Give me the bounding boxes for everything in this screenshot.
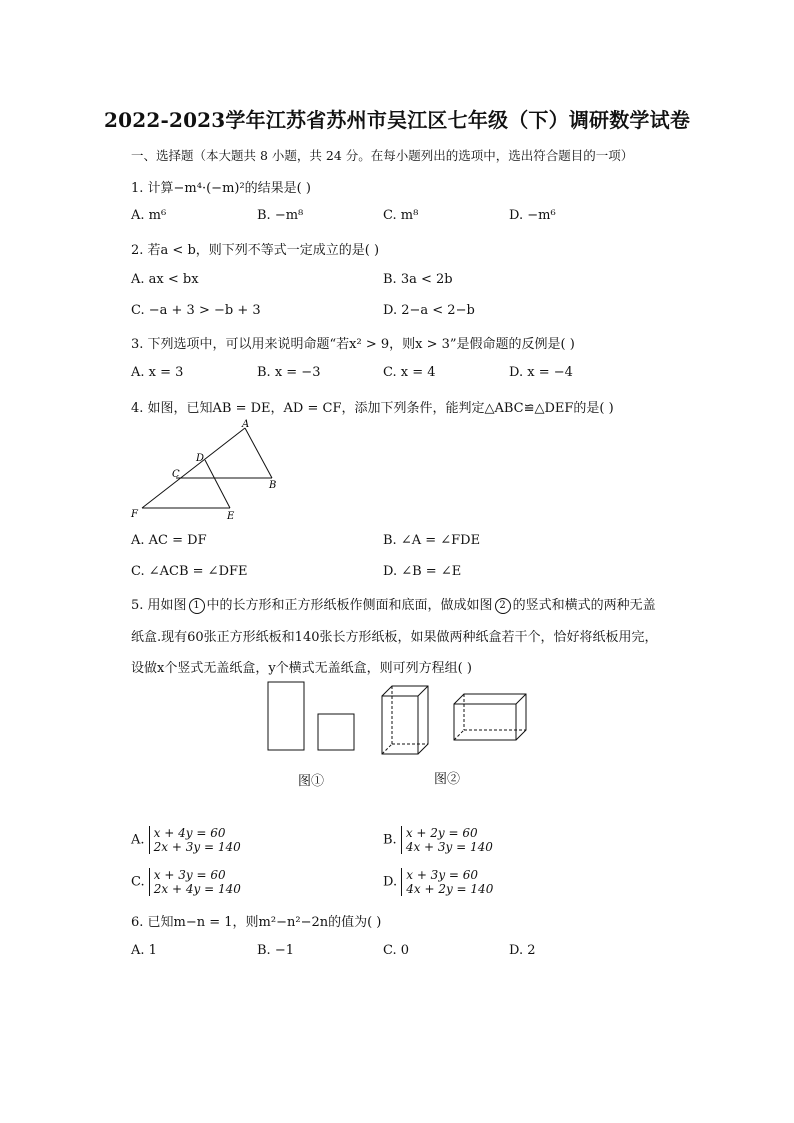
question-4-stem: 4. 如图，已知AB = DE，AD = CF，添加下列条件，能判定△ABC≌△DEF的是( ) bbox=[131, 401, 614, 416]
exam-title: 2022-2023学年江苏省苏州市吴江区七年级（下）调研数学试卷 bbox=[103, 108, 691, 132]
segment-de bbox=[205, 460, 230, 508]
question-4-option-b: B. ∠A = ∠FDE bbox=[383, 533, 481, 548]
question-1-stem: 1. 计算−m⁴·(−m)²的结果是( ) bbox=[131, 181, 311, 196]
question-2-option-b: B. 3a < 2b bbox=[383, 272, 453, 287]
rectangle-board bbox=[268, 682, 304, 750]
question-4-option-c: C. ∠ACB = ∠DFE bbox=[131, 564, 248, 579]
figure-1-caption: 图① bbox=[298, 774, 325, 789]
paper-box-figure bbox=[262, 678, 542, 758]
question-6-option-c: C. 0 bbox=[383, 943, 410, 958]
question-2-option-a: A. ax < bx bbox=[131, 272, 199, 287]
segment-af bbox=[142, 428, 245, 508]
question-2-option-d: D. 2−a < 2−b bbox=[383, 303, 475, 318]
figure-2-caption: 图② bbox=[434, 772, 461, 787]
point-label-a: A bbox=[242, 419, 250, 430]
section-heading: 一、选择题（本大题共 8 小题，共 24 分。在每小题列出的选项中，选出符合题目的一项） bbox=[131, 148, 634, 163]
question-6-option-a: A. 1 bbox=[131, 943, 157, 958]
question-6-option-d: D. 2 bbox=[509, 943, 536, 958]
question-1-option-b: B. −m⁸ bbox=[257, 208, 304, 223]
question-3-option-d: D. x = −4 bbox=[509, 365, 573, 380]
point-label-f: F bbox=[131, 509, 138, 520]
point-label-e: E bbox=[227, 511, 235, 522]
question-4-option-a: A. AC = DF bbox=[131, 533, 207, 548]
question-2-stem: 2. 若a < b，则下列不等式一定成立的是( ) bbox=[131, 243, 380, 258]
question-2-option-c: C. −a + 3 > −b + 3 bbox=[131, 303, 261, 318]
point-label-d: D bbox=[196, 453, 205, 464]
question-3-option-c: C. x = 4 bbox=[383, 365, 436, 380]
vertical-box-front bbox=[382, 696, 418, 754]
point-label-c: C bbox=[172, 469, 180, 480]
point-label-b: B bbox=[269, 480, 277, 491]
question-3-option-a: A. x = 3 bbox=[131, 365, 184, 380]
question-6-option-b: B. −1 bbox=[257, 943, 294, 958]
question-3-option-b: B. x = −3 bbox=[257, 365, 321, 380]
question-5-option-b: B. x + 2y = 60 4x + 3y = 140 bbox=[383, 826, 493, 854]
question-1-option-c: C. m⁸ bbox=[383, 208, 419, 223]
question-5-stem-line2: 纸盒.现有60张正方形纸板和140张长方形纸板，如果做两种纸盒若干个，恰好将纸板用完， bbox=[131, 630, 658, 645]
question-6-stem: 6. 已知m−n = 1，则m²−n²−2n的值为( ) bbox=[131, 915, 382, 930]
question-5-stem-line3: 设做x个竖式无盖纸盒，y个横式无盖纸盒，则可列方程组( ) bbox=[131, 661, 472, 676]
horizontal-box-back bbox=[454, 694, 526, 740]
square-board bbox=[318, 714, 354, 750]
question-3-stem: 3. 下列选项中，可以用来说明命题“若x² > 9，则x > 3”是假命题的反例是( ) bbox=[131, 337, 575, 352]
question-1-option-d: D. −m⁶ bbox=[509, 208, 556, 223]
question-4-option-d: D. ∠B = ∠E bbox=[383, 564, 462, 579]
question-5-option-c: C. x + 3y = 60 2x + 4y = 140 bbox=[131, 868, 241, 896]
question-1-option-a: A. m⁶ bbox=[131, 208, 167, 223]
segment-ab bbox=[245, 428, 272, 478]
circled-number-1: 1 bbox=[189, 598, 205, 614]
question-5-stem-line1: 5. 用如图 1 中的长方形和正方形纸板作侧面和底面，做成如图 2 的竖式和横式的两种无盖 bbox=[131, 598, 656, 613]
triangle-figure bbox=[128, 418, 288, 524]
circled-number-2: 2 bbox=[495, 598, 511, 614]
question-5-option-a: A. x + 4y = 60 2x + 3y = 140 bbox=[131, 826, 241, 854]
horizontal-box-front bbox=[454, 704, 516, 740]
question-5-option-d: D. x + 3y = 60 4x + 2y = 140 bbox=[383, 868, 494, 896]
